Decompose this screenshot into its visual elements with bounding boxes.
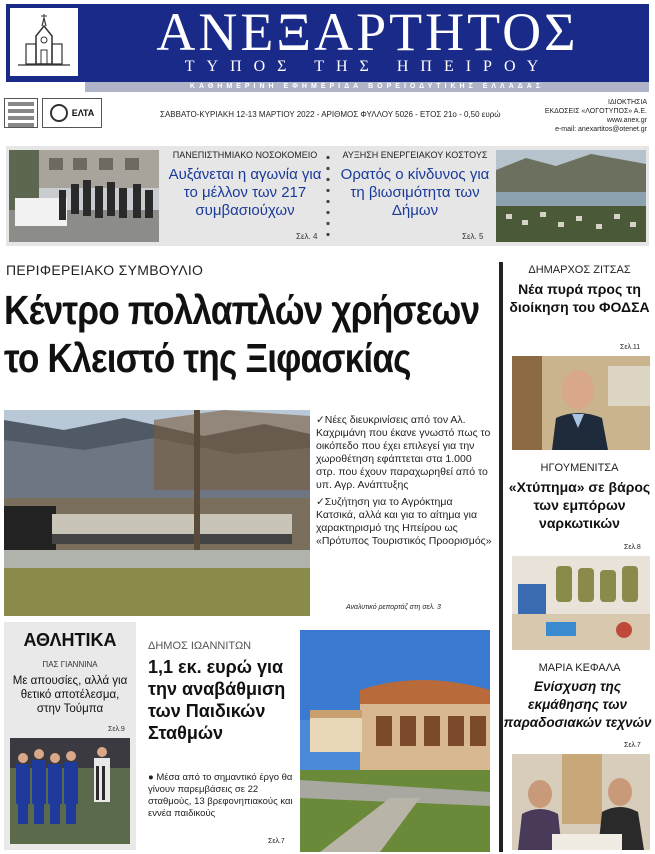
sports-headline[interactable]: Με απουσίες, αλλά για θετικό αποτέλεσμα, στην Τούμπα (12, 675, 128, 715)
main-story-photo (4, 410, 310, 616)
issue-date-line: ΣΑΒΒΑΤΟ-ΚΥΡΙΑΚΗ 12-13 ΜΑΡΤΙΟΥ 2022 - ΑΡΙΘΜΟΣ ΦΥΛΛΟΥ 5026 - ΕΤΟΣ 21ο - 0,50 ευρώ (160, 110, 501, 119)
rc-headline-zitsa[interactable]: Νέα πυρά προς τη διοίκηση του ΦΟΔΣΑ (509, 281, 650, 315)
rc-page-igoumenitsa: Σελ.8 (624, 544, 641, 551)
teaser-divider (326, 152, 330, 240)
hospital-protest-photo (9, 150, 159, 242)
owner-label: ΙΔΙΟΚΤΗΣΙΑ (608, 99, 647, 106)
rc-page-kefala: Σελ.7 (624, 742, 641, 749)
teaser-headline: Αυξάνεται η αγωνία για το μέλλον των 217 συμβασιούχων (168, 166, 322, 219)
masthead (0, 0, 655, 96)
info-row (0, 96, 655, 132)
rc-label-kefala: ΜΑΡΙΑ ΚΕΦΑΛΑ (538, 662, 621, 674)
dimos-label: ΔΗΜΟΣ ΙΩΑΝΝΙΤΩΝ (148, 640, 252, 652)
bullet-item: ✓Νέες διευκρινίσεις από τον Αλ. Καχριμάνη που έκανε γνωστό πως το οικόπεδο που έχει επιλεγεί για την χωροθέτηση εφάπτεται στα 1.000 στρ. που έχουν παραχωρηθεί από το υπ. Αγρ. Ανάπτυξης (316, 414, 491, 491)
dimos-page: Σελ.7 (268, 838, 285, 845)
dimos-headline[interactable]: 1,1 εκ. ευρώ για την αναβάθμιση των Παιδικών Σταθμών (148, 657, 286, 743)
rc-label-zitsa: ΔΗΜΑΡΧΟΣ ΖΙΤΣΑΣ (528, 264, 631, 276)
main-headline[interactable] (4, 286, 480, 382)
rc-headline-kefala[interactable]: Ενίσχυση της εκμάθησης των παραδοσιακών τεχνών (503, 679, 652, 730)
lake-town-photo (496, 150, 646, 242)
dimos-body: ● Μέσα από το σημαντικό έργο θα γίνουν παρεμβάσεις σε 22 σταθμούς, 13 βρεφονηπιακούς και εννέα παιδικούς (148, 772, 293, 819)
newspaper-subtitle: ΤΥΠΟΣ ΤΗΣ ΗΠΕΙΡΟΥ (184, 58, 551, 75)
sports-team: ΠΑΣ ΓΙΑΝΝΙΝΑ (42, 660, 98, 669)
headline-line-2: το Κλειστό της Ξιφασκίας (4, 335, 411, 381)
teaser-page: Σελ. 5 (462, 232, 484, 241)
church-logo-icon (8, 6, 80, 78)
elta-label: ΕΛΤΑ (71, 108, 95, 118)
sports-page: Σελ.9 (108, 726, 125, 733)
publisher-name: ΕΚΔΟΣΕΙΣ «ΛΟΓΟΤΥΠΟΣ» Α.Ε. (544, 108, 647, 115)
football-photo (10, 738, 130, 844)
teaser-bar (6, 146, 649, 246)
rc-headline-igoumenitsa[interactable]: «Χτύπημα» σε βάρος των εμπόρων ναρκωτικών (508, 479, 651, 531)
publisher-info (497, 98, 647, 134)
rc-label-igoumenitsa: ΗΓΟΥΜΕΝΙΤΣΑ (540, 462, 619, 474)
teaser-category: ΑΥΞΗΣΗ ΕΝΕΡΓΕΙΑΚΟΥ ΚΟΣΤΟΥΣ (342, 150, 488, 160)
column-divider (499, 262, 503, 852)
teaser-category: ΠΑΝΕΠΙΣΤΗΜΙΑΚΟ ΝΟΣΟΚΟΜΕΙΟ (172, 150, 318, 160)
teaser-energy[interactable] (336, 150, 494, 220)
newspaper-title: ΑΝΕΞΑΡΤΗΤΟΣ (156, 2, 579, 62)
nursery-building-photo (300, 630, 490, 852)
elta-logo-icon (50, 104, 68, 122)
meeting-photo (512, 754, 650, 850)
main-section-label: ΠΕΡΙΦΕΡΕΙΑΚΟ ΣΥΜΒΟΥΛΙΟ (6, 262, 204, 278)
masthead-strip: ΚΑΘΗΜΕΡΙΝΗ ΕΦΗΜΕΡΙΔΑ ΒΟΡΕΙΟΔΥΤΙΚΗΣ ΕΛΛΑΔΑΣ (85, 82, 649, 92)
elta-badge (42, 98, 102, 128)
email-link[interactable]: e-mail: anexartitos@otenet.gr (555, 126, 647, 133)
report-reference[interactable]: Αναλυτικό ρεπορτάζ στη σελ. 3 (346, 604, 441, 611)
seized-drugs-photo (512, 556, 650, 650)
teaser-hospital[interactable] (166, 150, 324, 220)
website-link[interactable]: www.anex.gr (606, 117, 647, 124)
sports-title: ΑΘΛΗΤΙΚΑ (23, 630, 117, 650)
rc-page-zitsa: Σελ.11 (620, 344, 641, 351)
sports-box (4, 622, 136, 850)
barcode-badge-icon (4, 98, 38, 128)
teaser-page: Σελ. 4 (296, 232, 318, 241)
teaser-headline: Ορατός ο κίνδυνος για τη βιωσιμότητα των Δήμων (340, 166, 490, 219)
bullet-item: ✓Συζήτηση για το Αγρόκτημα Κατσικά, αλλά και για το αίτημα για χαρακτηρισμό της Ηπείρου ως «Πρότυπος Τουριστικός Προορισμός» (316, 496, 492, 547)
headline-line-1: Κέντρο πολλαπλών χρήσεων (4, 287, 480, 333)
mayor-photo (512, 356, 650, 450)
main-bullets (316, 414, 494, 552)
